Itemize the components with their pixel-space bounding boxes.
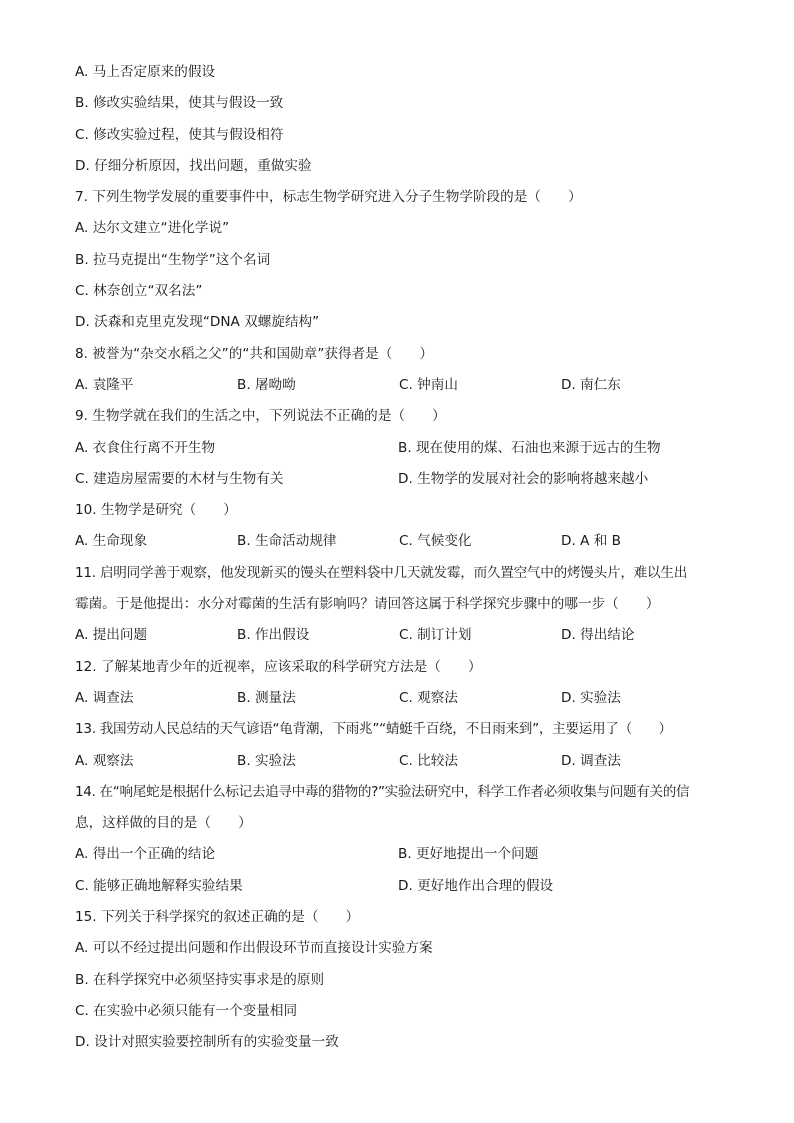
question-9-option-d: D. 生物学的发展对社会的影响将越来越小 [398, 470, 649, 487]
question-13-option-a: A. 观察法 [75, 752, 134, 769]
option-c: C. 修改实验过程，使其与假设相符 [75, 126, 284, 143]
question-15-option-c: C. 在实验中必须只能有一个变量相同 [75, 1002, 298, 1019]
question-12-option-a: A. 调查法 [75, 689, 134, 706]
question-9-options-row1 [75, 433, 725, 464]
question-12-option-d: D. 实验法 [561, 689, 621, 706]
option-d: D. 仔细分析原因，找出问题，重做实验 [75, 157, 312, 174]
question-10-option-c: C. 气候变化 [399, 533, 472, 550]
question-10-option-a: A. 生命现象 [75, 533, 148, 550]
question-11-stem-line2: 霉菌。于是他提出：水分对霉菌的生活有影响吗？请回答这属于科学探究步骤中的哪一步（ ） [75, 596, 660, 613]
question-9-stem: 9. 生物学就在我们的生活之中，下列说法不正确的是（ ） [75, 408, 446, 425]
question-8-options [75, 370, 725, 401]
question-14-option-c: C. 能够正确地解释实验结果 [75, 877, 243, 894]
question-15-stem: 15. 下列关于科学探究的叙述正确的是（ ） [75, 909, 360, 926]
question-12-stem: 12. 了解某地青少年的近视率，应该采取的科学研究方法是（ ） [75, 658, 482, 675]
question-11-option-a: A. 提出问题 [75, 627, 148, 644]
question-13-option-b: B. 实验法 [237, 752, 296, 769]
question-8-option-b: B. 屠呦呦 [237, 376, 296, 393]
question-15-option-d: D. 设计对照实验要控制所有的实验变量一致 [75, 1034, 339, 1051]
exam-page [75, 57, 725, 1059]
question-11-option-b: B. 作出假设 [237, 627, 310, 644]
question-14-option-a: A. 得出一个正确的结论 [75, 846, 216, 863]
question-11-option-c: C. 制订计划 [399, 627, 472, 644]
question-14-option-b: B. 更好地提出一个问题 [398, 846, 539, 863]
question-11-options [75, 620, 725, 651]
question-12-option-b: B. 测量法 [237, 689, 296, 706]
question-12-option-c: C. 观察法 [399, 689, 458, 706]
question-8-option-c: C. 钟南山 [399, 376, 458, 393]
question-12-options [75, 683, 725, 714]
question-9-option-c: C. 建造房屋需要的木材与生物有关 [75, 470, 284, 487]
question-8-option-a: A. 袁隆平 [75, 376, 134, 393]
question-10-options [75, 526, 725, 557]
question-11-option-d: D. 得出结论 [561, 627, 635, 644]
question-13-option-c: C. 比较法 [399, 752, 458, 769]
question-15-option-a: A. 可以不经过提出问题和作出假设环节而直接设计实验方案 [75, 940, 433, 957]
question-11-stem-line1: 11. 启明同学善于观察，他发现新买的馒头在塑料袋中几天就发霉，而久置空气中的烤馒头片，难以生出 [75, 564, 688, 581]
question-8-option-d: D. 南仁东 [561, 376, 621, 393]
question-7-option-a: A. 达尔文建立“进化学说” [75, 220, 230, 237]
question-14-option-d: D. 更好地作出合理的假设 [398, 877, 554, 894]
question-7-stem: 7. 下列生物学发展的重要事件中，标志生物学研究进入分子生物学阶段的是（ ） [75, 189, 582, 206]
question-13-options [75, 746, 725, 777]
question-7-option-b: B. 拉马克提出“生物学”这个名词 [75, 251, 271, 268]
question-13-stem: 13. 我国劳动人民总结的天气谚语“龟背潮，下雨兆”“蜻蜓千百绕，不日雨来到”，主要运用了（ ） [75, 721, 672, 738]
question-10-stem: 10. 生物学是研究（ ） [75, 502, 237, 519]
question-14-stem-line2: 息，这样做的目的是（ ） [75, 815, 252, 832]
question-15-option-b: B. 在科学探究中必须坚持实事求是的原则 [75, 971, 325, 988]
question-9-options-row2 [75, 464, 725, 495]
option-b: B. 修改实验结果，使其与假设一致 [75, 95, 284, 112]
question-10-option-b: B. 生命活动规律 [237, 533, 337, 550]
question-9-option-a: A. 衣食住行离不开生物 [75, 439, 216, 456]
option-a: A. 马上否定原来的假设 [75, 64, 216, 80]
question-8-stem: 8. 被誉为“杂交水稻之父”的“共和国勋章”获得者是（ ） [75, 345, 434, 362]
question-9-option-b: B. 现在使用的煤、石油也来源于远古的生物 [398, 439, 661, 456]
question-14-options-row1 [75, 839, 725, 870]
question-7-option-c: C. 林奈创立“双名法” [75, 283, 203, 300]
question-14-options-row2 [75, 871, 725, 902]
question-13-option-d: D. 调查法 [561, 752, 621, 769]
question-7-option-d: D. 沃森和克里克发现“DNA 双螺旋结构” [75, 314, 320, 331]
question-14-stem-line1: 14. 在“响尾蛇是根据什么标记去追寻中毒的猎物的?”实验法研究中，科学工作者必须收集与问题有关的信 [75, 783, 690, 800]
question-10-option-d: D. A 和 B [561, 533, 621, 550]
